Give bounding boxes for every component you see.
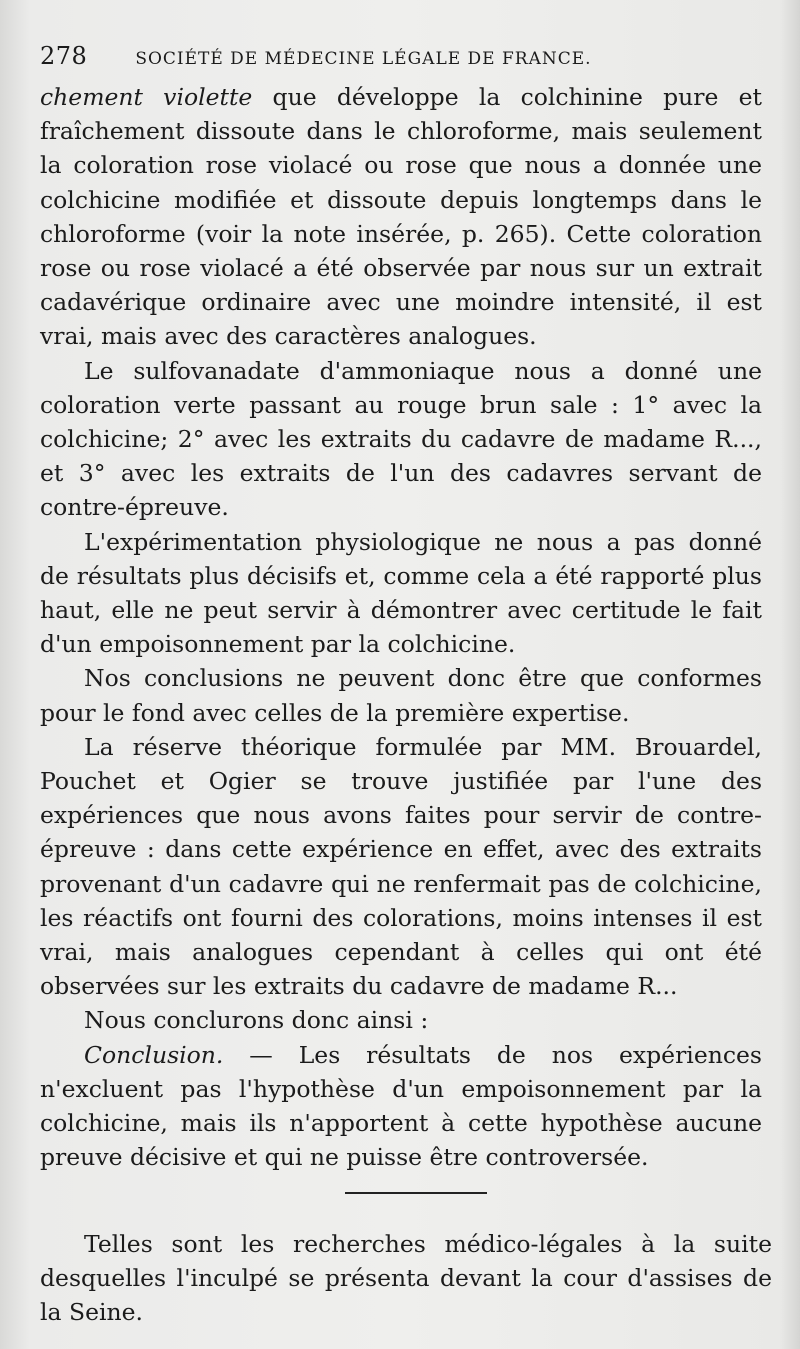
paragraph-text: L'expérimentation physiologique ne nous a pas donné de résultats plus décisifs et, comme cela a été rapporté plus haut, elle ne peut servir à démontrer avec certitude le fait d'un empoisonnement par la colchicine.	[40, 527, 762, 659]
paragraph-text: Telles sont les recherches médico-légales à la suite desquelles l'inculpé se présenta devant la cour d'assises de la Seine.	[40, 1230, 772, 1327]
paragraph-text: Nous conclurons donc ainsi :	[84, 1006, 429, 1035]
paragraph-conclurons	[40, 1003, 762, 1037]
paragraph-continuation	[40, 80, 762, 354]
paragraph-conclusion	[40, 1038, 762, 1175]
italic-lead: chement violette	[40, 83, 253, 111]
paragraph-text: La réserve théorique formulée par MM. Brouardel, Pouchet et Ogier se trouve justifiée par l'une des expériences que nous avons faites pour servir de contre-épreuve : dans cette expérience en effet, avec des extraits provenant d'un cadavre qui ne renfermait pas de colchicine, les réactifs ont fourni des colorations, moins intenses il est vrai, mais analogues cependant à celles qui ont été observées sur les extraits du cadavre de madame R...	[40, 732, 762, 1001]
paragraph-sulfovanadate	[40, 354, 762, 525]
italic-lead: Conclusion.	[84, 1040, 224, 1069]
section-divider	[345, 1192, 487, 1194]
paragraph-reserve	[40, 730, 762, 1004]
paragraph-physiologique	[40, 525, 762, 662]
running-title: SOCIÉTÉ DE MÉDECINE LÉGALE DE FRANCE.	[135, 49, 592, 69]
paragraph-text: que développe la colchinine pure et fraîchement dissoute dans le chloroforme, mais seulement la coloration rose violacé ou rose que nous a donnée une colchicine modifiée et dissoute depuis longtemps dans le chloroforme (voir la note insérée, p. 265). Cette coloration rose ou rose violacé a été observée par nous sur un extrait cadavérique ordinaire avec une moindre intensité, il est vrai, mais avec des caractères analogues.	[40, 83, 762, 351]
closing-text	[40, 1227, 772, 1330]
paragraph-closing	[40, 1227, 772, 1330]
paragraph-text: — Les résultats de nos expériences n'excluent pas l'hypothèse d'un empoisonnement par la colchicine, mais ils n'apportent à cette hypothèse aucune preuve décisive et qui ne puisse être controversée.	[40, 1040, 762, 1172]
body-text	[40, 80, 762, 1175]
paragraph-text: Le sulfovanadate d'ammoniaque nous a donné une coloration verte passant au rouge brun sale : 1° avec la colchicine; 2° avec les extraits du cadavre de madame R..., et 3° avec les extraits de l'un des cadavres servant de contre-épreuve.	[40, 356, 762, 522]
paragraph-text: Nos conclusions ne peuvent donc être que conformes pour le fond avec celles de la première expertise.	[40, 664, 762, 727]
page-header	[40, 42, 760, 74]
page-number: 278	[40, 42, 88, 70]
paragraph-conclusions	[40, 661, 762, 729]
